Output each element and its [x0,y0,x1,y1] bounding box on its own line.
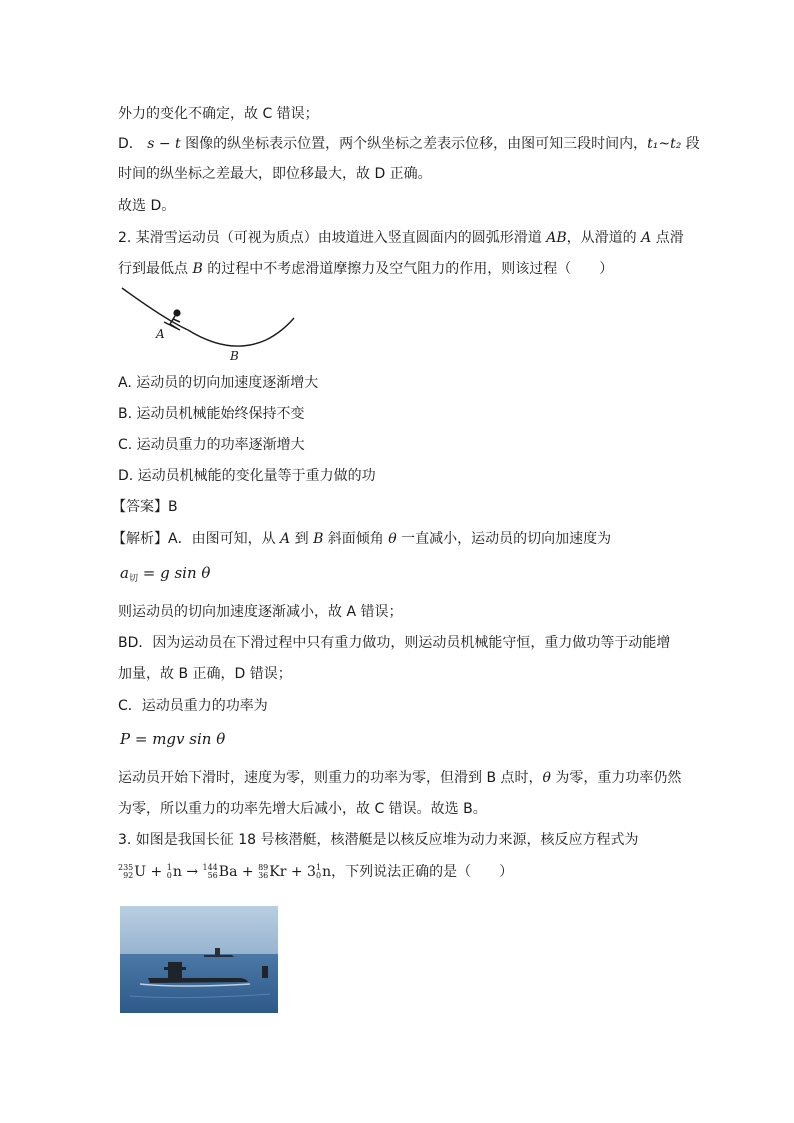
text-line: 外力的变化不确定，故 C 错误； [118,106,319,122]
explanation-line: BD．因为运动员在下滑过程中只有重力做功，则运动员机械能守恒，重力做功等于动能增 [118,635,671,651]
explanation-line: 加量，故 B 正确，D 错误； [118,666,292,682]
option-c: C. 运动员重力的功率逐渐增大 [118,437,305,453]
text-line: 时间的纵坐标之差最大，即位移最大，故 D 正确。 [118,166,432,182]
option-b: B. 运动员机械能始终保持不变 [118,406,305,422]
question-2-stem: 行到最低点 B 的过程中不考虑滑道摩擦力及空气阻力的作用，则该过程（ ） [118,261,614,277]
option-d: D. 运动员机械能的变化量等于重力做的功 [118,468,376,484]
explanation-line: 则运动员的切向加速度逐渐减小，故 A 错误； [118,604,403,620]
label-a: A [156,327,165,341]
text-line: D． s − t 图像的纵坐标表示位置，两个纵坐标之差表示位移，由图可知三段时间内，t₁~t₂ 段 [118,136,700,152]
skier-icon [164,309,181,330]
nuclear-reaction-equation: 235 92 U + 1 0 n → 144 56 Ba + 89 36 Kr + 3 1 0 n，下列说法正确的是（ ） [118,863,514,880]
question-2-stem: 2. 某滑雪运动员（可视为质点）由坡道进入竖直圆面内的圆弧形滑道 AB，从滑道的 A 点滑 [118,230,684,246]
option-a: A. 运动员的切向加速度逐渐增大 [118,375,319,391]
question-3-stem: 3. 如图是我国长征 18 号核潜艇，核潜艇是以核反应堆为动力来源，核反应方程式为 [118,832,639,848]
explanation-line: 【解析】A．由图可知，从 A 到 B 斜面倾角 θ 一直减小，运动员的切向加速度为 [112,531,612,547]
isotope-n: 1 0 [166,863,172,880]
isotope-n-product: 1 0 [315,863,322,880]
label-b: B [230,349,239,363]
explanation-line: 为零，所以重力的功率先增大后减小，故 C 错误。故选 B。 [118,801,487,817]
arc-track [122,288,294,346]
explanation-line: C．运动员重力的功率为 [118,698,268,714]
equation-tangential-acceleration: $a_切 = g$ sin θ [120,564,211,584]
explanation-line: 运动员开始下滑时，速度为零，则重力的功率为零，但滑到 B 点时，θ 为零，重力功率仍然 [118,770,682,786]
isotope-ba: 144 56 [202,863,218,880]
answer: 【答案】B [112,499,178,515]
text-line: 故选 D。 [118,198,176,214]
submarine-photo [120,906,278,1013]
equation-power: P = mgv sin θ [120,730,226,748]
isotope-u: 235 92 [118,863,134,880]
isotope-kr: 89 36 [258,863,269,880]
slide-arc-figure [118,284,303,364]
